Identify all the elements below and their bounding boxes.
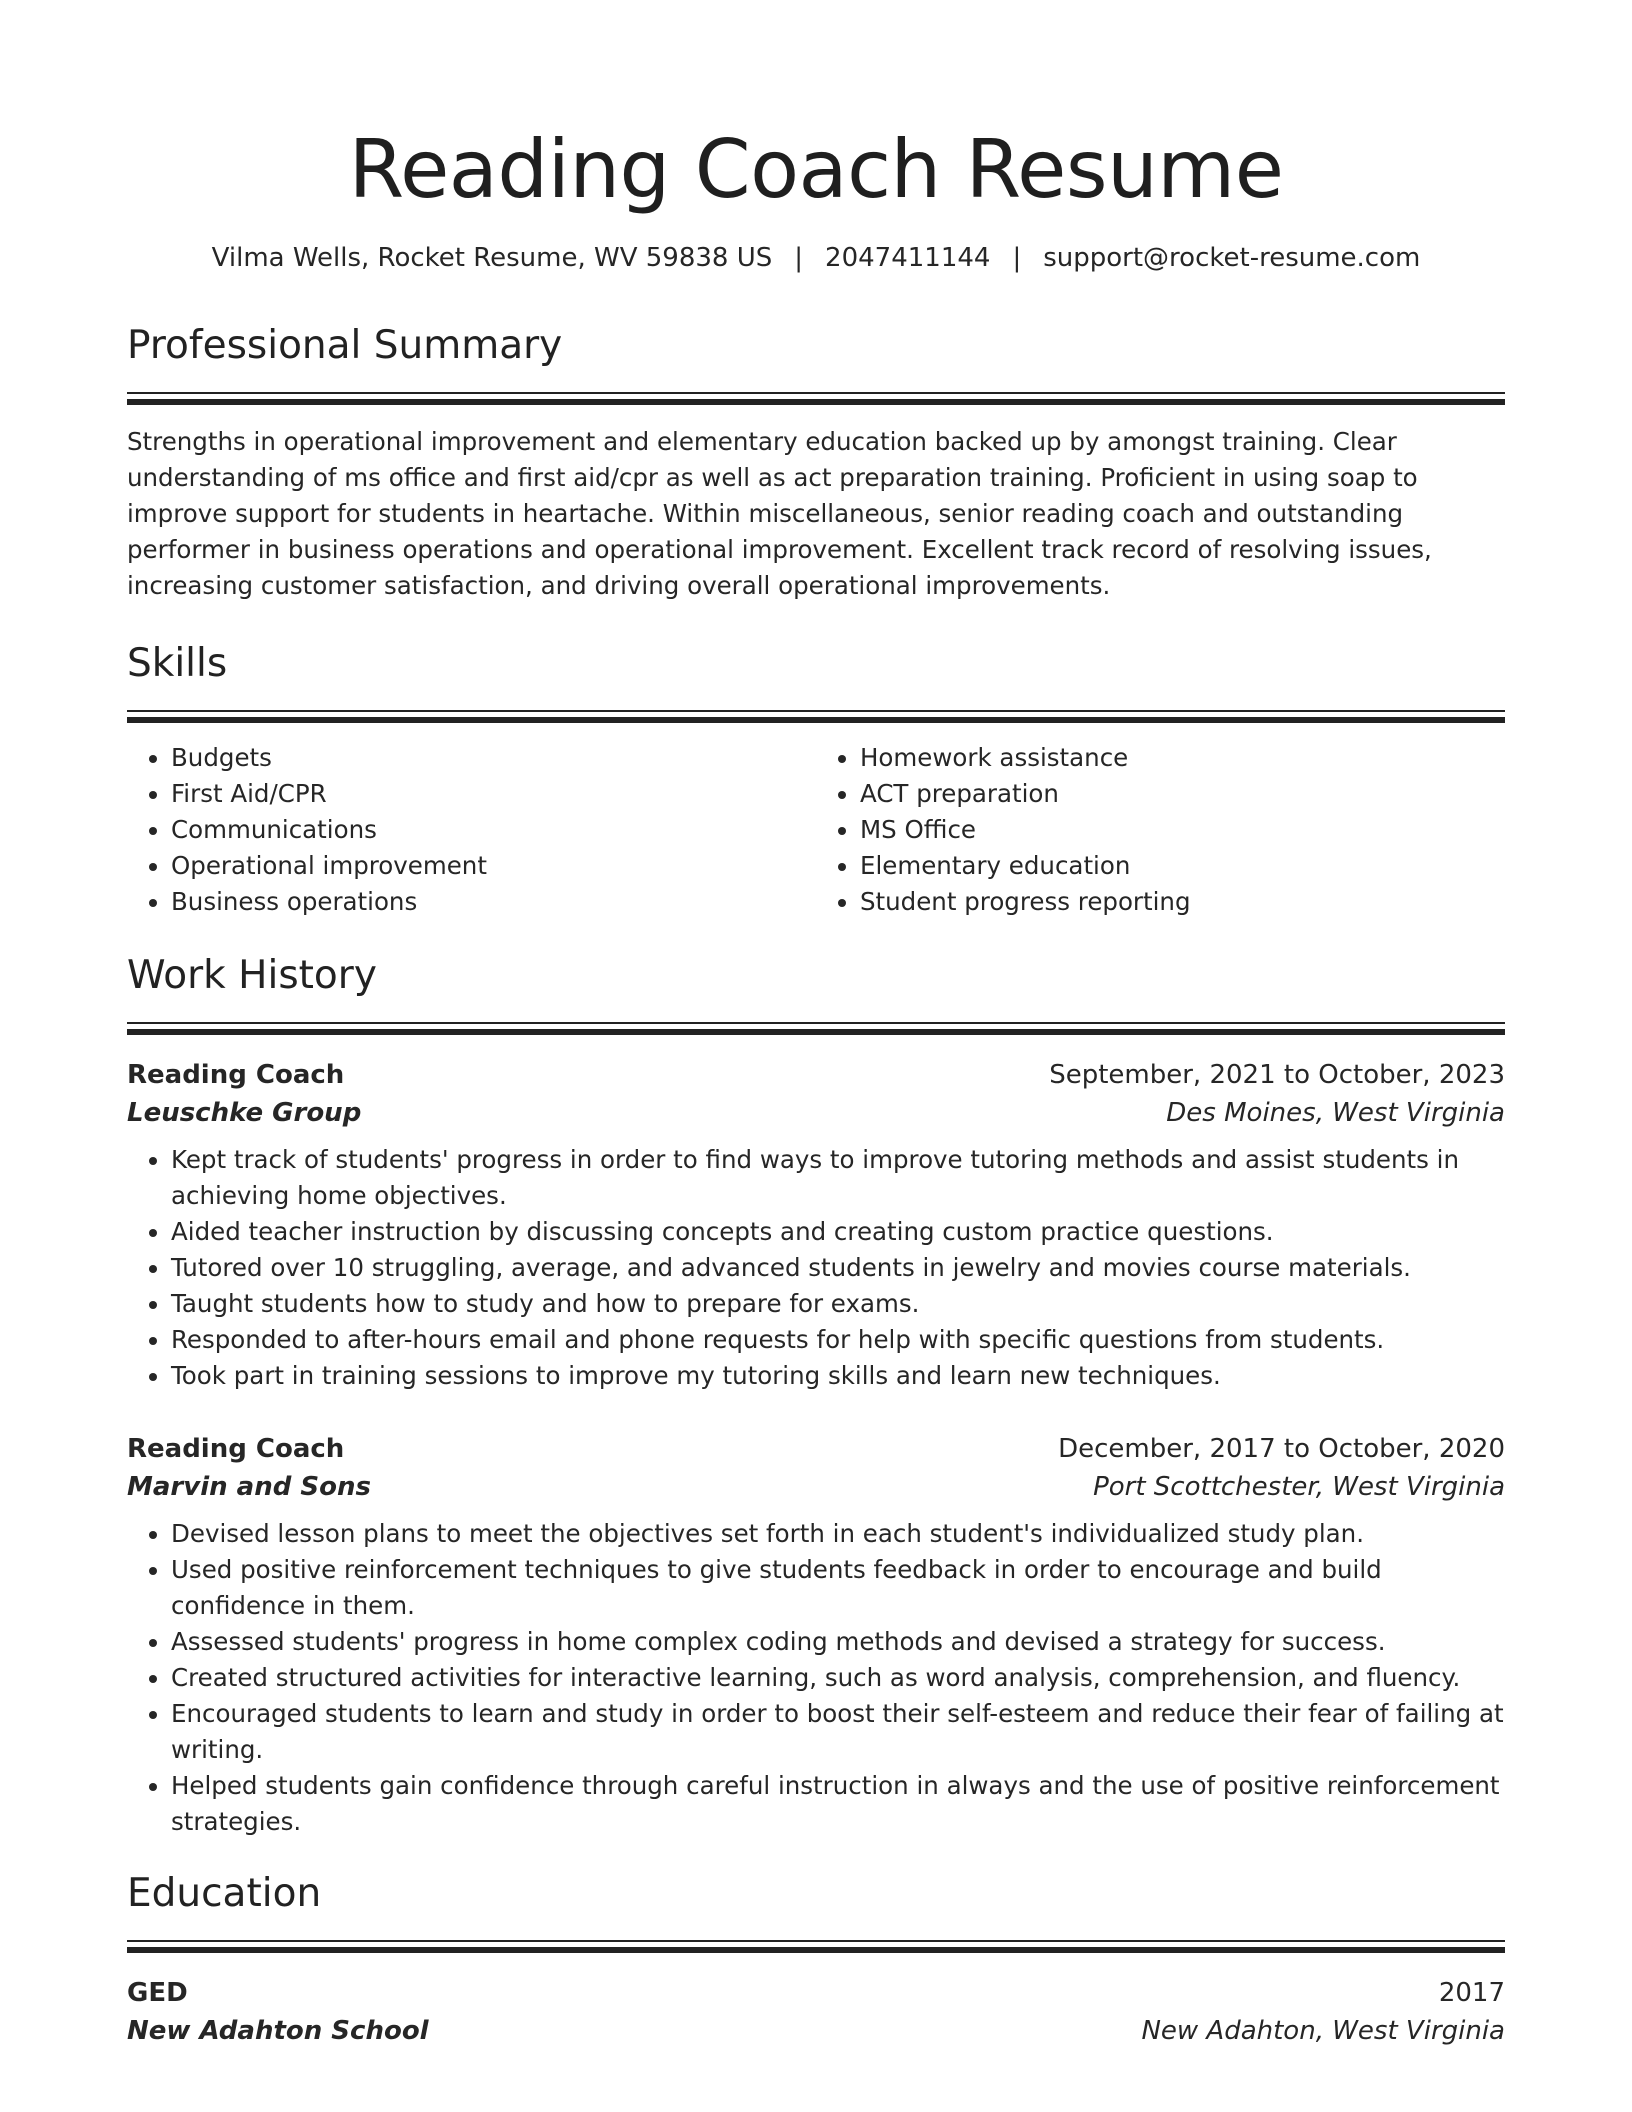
job-location: Port Scottchester, West Virginia [1093,1472,1505,1502]
education-year: 2017 [1438,1978,1505,2008]
skill-item: • MS Office [860,812,1505,848]
skill-item: • ACT preparation [860,776,1505,812]
job-subheader-row [127,1468,1505,1506]
contact-address: Vilma Wells, Rocket Resume, WV 59838 US [211,243,773,273]
education-entry [127,1974,1505,2050]
job-bullets [127,1516,1505,1840]
work-history-section [127,950,1505,1840]
job-dates: December, 2017 to October, 2020 [1058,1434,1505,1464]
section-divider [127,1022,1505,1036]
job-bullet: • Assessed students' progress in home complex coding methods and devised a strategy for success. [171,1624,1505,1660]
education-header-row [127,1974,1505,2012]
skill-item: • First Aid/CPR [171,776,816,812]
section-divider [127,1940,1505,1954]
job-company: Marvin and Sons [127,1472,371,1502]
section-divider [127,392,1505,406]
section-divider [127,710,1505,724]
summary-text: Strengths in operational improvement and elementary education backed up by amongst training. Clear understanding of ms office and first aid/cpr as well as act preparation training. Proficient in using soap to improve support for students in heartache. Within miscellaneous, senior reading coach and outstanding performer in business operations and operational improvement. Excellent track record of resolving issues, increasing customer satisfaction, and driving overall operational improvements. [127,427,1432,600]
job-bullets [127,1142,1505,1394]
job-subheader-row [127,1094,1505,1132]
job-bullet: • Taught students how to study and how to prepare for exams. [171,1286,1505,1322]
skill-item: • Homework assistance [860,740,1505,776]
education-heading: Education [127,1871,322,1916]
work-history-heading: Work History [127,953,377,998]
resume-title: Reading Coach Resume [348,123,1284,216]
job-title: Reading Coach [127,1060,345,1090]
education-school: New Adahton School [127,2016,429,2046]
job-bullet: • Encouraged students to learn and study in order to boost their self-esteem and reduce their fear of failing at writing. [171,1696,1505,1768]
skill-item: • Elementary education [860,848,1505,884]
job-header-row [127,1430,1505,1468]
job-bullet: • Helped students gain confidence through careful instruction in always and the use of positive reinforcement strategies. [171,1768,1505,1840]
job-dates: September, 2021 to October, 2023 [1049,1060,1505,1090]
job-company: Leuschke Group [127,1098,362,1128]
job-bullet: • Devised lesson plans to meet the objectives set forth in each student's individualized study plan. [171,1516,1505,1552]
education-subheader-row [127,2012,1505,2050]
skills-left-list [127,740,816,920]
education-degree: GED [127,1978,188,2008]
education-section [127,1868,1505,2050]
skills-columns [127,740,1505,920]
skill-item: • Communications [171,812,816,848]
contact-separator: | [794,243,804,273]
job-entry [127,1430,1505,1840]
contact-separator: | [1012,243,1022,273]
contact-email: support@rocket-resume.com [1043,243,1421,273]
job-entry [127,1056,1505,1394]
contact-line [127,240,1505,276]
job-header-row [127,1056,1505,1094]
job-bullet: • Took part in training sessions to improve my tutoring skills and learn new techniques. [171,1358,1505,1394]
skills-section [127,638,1505,920]
summary-section [127,320,1505,604]
job-title: Reading Coach [127,1434,345,1464]
summary-heading: Professional Summary [127,323,563,368]
skill-item: • Student progress reporting [860,884,1505,920]
contact-phone: 2047411144 [825,243,991,273]
education-location: New Adahton, West Virginia [1141,2016,1505,2046]
job-bullet: • Created structured activities for interactive learning, such as word analysis, comprehension, and fluency. [171,1660,1505,1696]
job-bullet: • Aided teacher instruction by discussing concepts and creating custom practice questions. [171,1214,1505,1250]
job-bullet: • Used positive reinforcement techniques to give students feedback in order to encourage and build confidence in them. [171,1552,1505,1624]
skills-right-list [816,740,1505,920]
job-bullet: • Kept track of students' progress in order to find ways to improve tutoring methods and assist students in achieving home objectives. [171,1142,1505,1214]
skill-item: • Budgets [171,740,816,776]
skill-item: • Business operations [171,884,816,920]
job-location: Des Moines, West Virginia [1166,1098,1505,1128]
job-bullet: • Responded to after-hours email and phone requests for help with specific questions from students. [171,1322,1505,1358]
job-bullet: • Tutored over 10 struggling, average, and advanced students in jewelry and movies course materials. [171,1250,1505,1286]
skill-item: • Operational improvement [171,848,816,884]
skills-heading: Skills [127,641,228,686]
